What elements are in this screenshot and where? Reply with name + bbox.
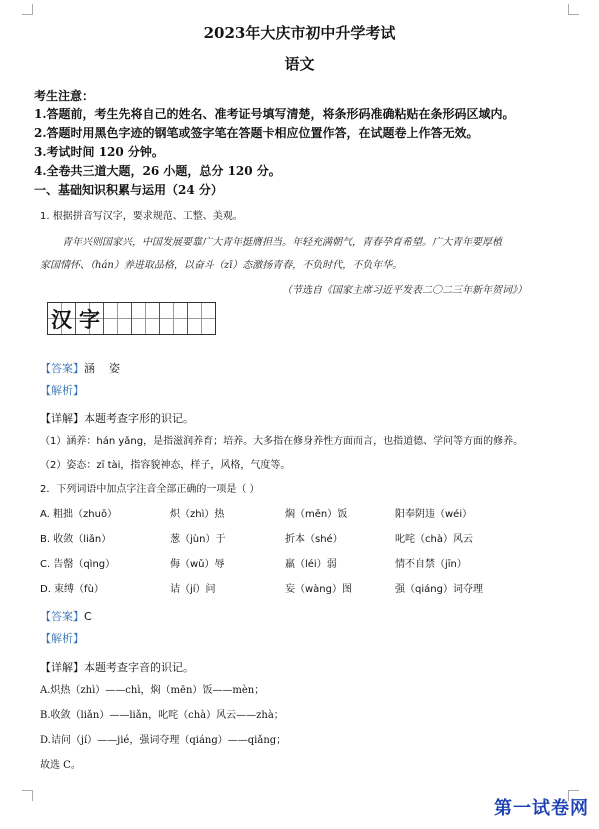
- notice-heading: 考生注意：: [34, 89, 95, 103]
- q1-explanation-1: （1）涵养：hán yǎng，是指滋润养育；培养。大多指在修身养性方面而言，也指道德、学问等方面的修养。: [40, 436, 524, 447]
- q2-detail-row: [40, 656, 194, 675]
- q2-option-b-word-4: 叱咤（chà）风云: [395, 534, 473, 545]
- q1-stem: 1. 根据拼音写汉字，要求规范、工整、美观。: [40, 211, 243, 222]
- analysis-tag: 【解析】: [40, 632, 84, 645]
- site-watermark: 第一试卷网: [494, 798, 589, 819]
- q2-option-a-word-3: 焖（mēn）饭: [285, 509, 348, 520]
- q2-explanation-d: D.诘问（jí）——jié，强词夺理（qiáng）——qiǎng；: [40, 735, 287, 746]
- q2-option-a-word-2: 炽（zhì）热: [170, 509, 225, 520]
- q1-detail: 本题考查字形的识记。: [84, 412, 194, 425]
- grid-cell: [76, 303, 104, 334]
- q2-option-c: C. 告罄（qìng）: [40, 559, 116, 570]
- q1-source: （节选自《国家主席习近平发表二〇二三年新年贺词》）: [282, 285, 527, 296]
- grid-char: 字: [79, 306, 100, 332]
- q2-explanation-a: A.炽热（zhì）——chì，焖（mēn）饭——mèn；: [40, 685, 265, 696]
- q1-explanation-2: （2）姿态：zī tài，指容貌神态，样子，风格，气度等。: [40, 460, 291, 471]
- notice-item-4: 4.全卷共三道大题，26 小题，总分 120 分。: [34, 164, 281, 178]
- crop-mark-top-right: [568, 4, 579, 15]
- q2-answer: C: [84, 610, 92, 623]
- crop-mark-top-left: [22, 4, 33, 15]
- writing-grid: [47, 302, 216, 335]
- notice-item-3: 3.考试时间 120 分钟。: [34, 145, 164, 159]
- q2-detail: 本题考查字音的识记。: [84, 661, 194, 674]
- detail-tag: 【详解】: [40, 412, 84, 425]
- q2-conclusion: 故选 C。: [40, 760, 81, 771]
- q2-option-d-word-4: 强（qiáng）词夺理: [395, 584, 483, 595]
- q2-option-d: D. 束缚（fù）: [40, 584, 104, 595]
- q2-option-b-word-3: 折本（shé）: [285, 534, 343, 545]
- q2-stem: 2．下列词语中加点字注音全部正确的一项是（ ）: [40, 484, 260, 495]
- q2-option-b: B. 收敛（liǎn）: [40, 534, 112, 545]
- q1-passage-line-1: 青年兴则国家兴，中国发展要靠广大青年挺膺担当。年轻充满朝气，青春孕育希望。广大青年要厚植: [62, 237, 502, 248]
- section-heading: 一、基础知识积累与运用（24 分）: [34, 183, 223, 197]
- notice-item-1: 1.答题前，考生先将自己的姓名、准考证号填写清楚，将条形码准确粘贴在条形码区域内。: [34, 107, 515, 121]
- q2-option-c-word-2: 侮（wǔ）辱: [170, 559, 225, 570]
- q1-detail-row: [40, 407, 194, 426]
- q2-option-c-word-3: 羸（léi）弱: [285, 559, 337, 570]
- q1-passage-line-2: 家国情怀、（hán）养进取品格，以奋斗（zī）态激扬青春，不负时代，不负年华。: [40, 260, 403, 271]
- crop-mark-bottom-left: [22, 790, 33, 801]
- answer-tag: 【答案】: [40, 362, 84, 375]
- grid-cell: [104, 303, 132, 334]
- detail-tag: 【详解】: [40, 661, 84, 674]
- grid-char: 汉: [51, 306, 72, 332]
- q2-option-d-word-3: 妄（wàng）图: [285, 584, 352, 595]
- q1-answer: 涵 姿: [84, 362, 120, 375]
- q2-option-c-word-4: 情不自禁（jīn）: [395, 559, 467, 570]
- analysis-tag: 【解析】: [40, 384, 84, 397]
- grid-cell: [132, 303, 160, 334]
- answer-tag: 【答案】: [40, 610, 84, 623]
- q2-explanation-b: B.收敛（liǎn）——liǎn，叱咤（chà）风云——zhà；: [40, 710, 284, 721]
- q2-option-b-word-2: 葱（jùn）于: [170, 534, 226, 545]
- grid-cell: [188, 303, 215, 334]
- grid-cell: [160, 303, 188, 334]
- exam-title: 2023年大庆市初中升学考试: [203, 24, 396, 42]
- q2-option-d-word-2: 诘（jí）问: [170, 584, 216, 595]
- subject-title: 语文: [284, 55, 315, 73]
- q1-answer-row: [40, 357, 120, 376]
- grid-cell: [48, 303, 76, 334]
- q2-answer-row: [40, 605, 92, 624]
- q2-option-a: A. 粗拙（zhuō）: [40, 509, 118, 520]
- notice-item-2: 2.答题时用黑色字迹的钢笔或签字笔在答题卡相应位置作答，在试题卷上作答无效。: [34, 126, 479, 140]
- q2-option-a-word-4: 阳奉阴违（wéi）: [395, 509, 473, 520]
